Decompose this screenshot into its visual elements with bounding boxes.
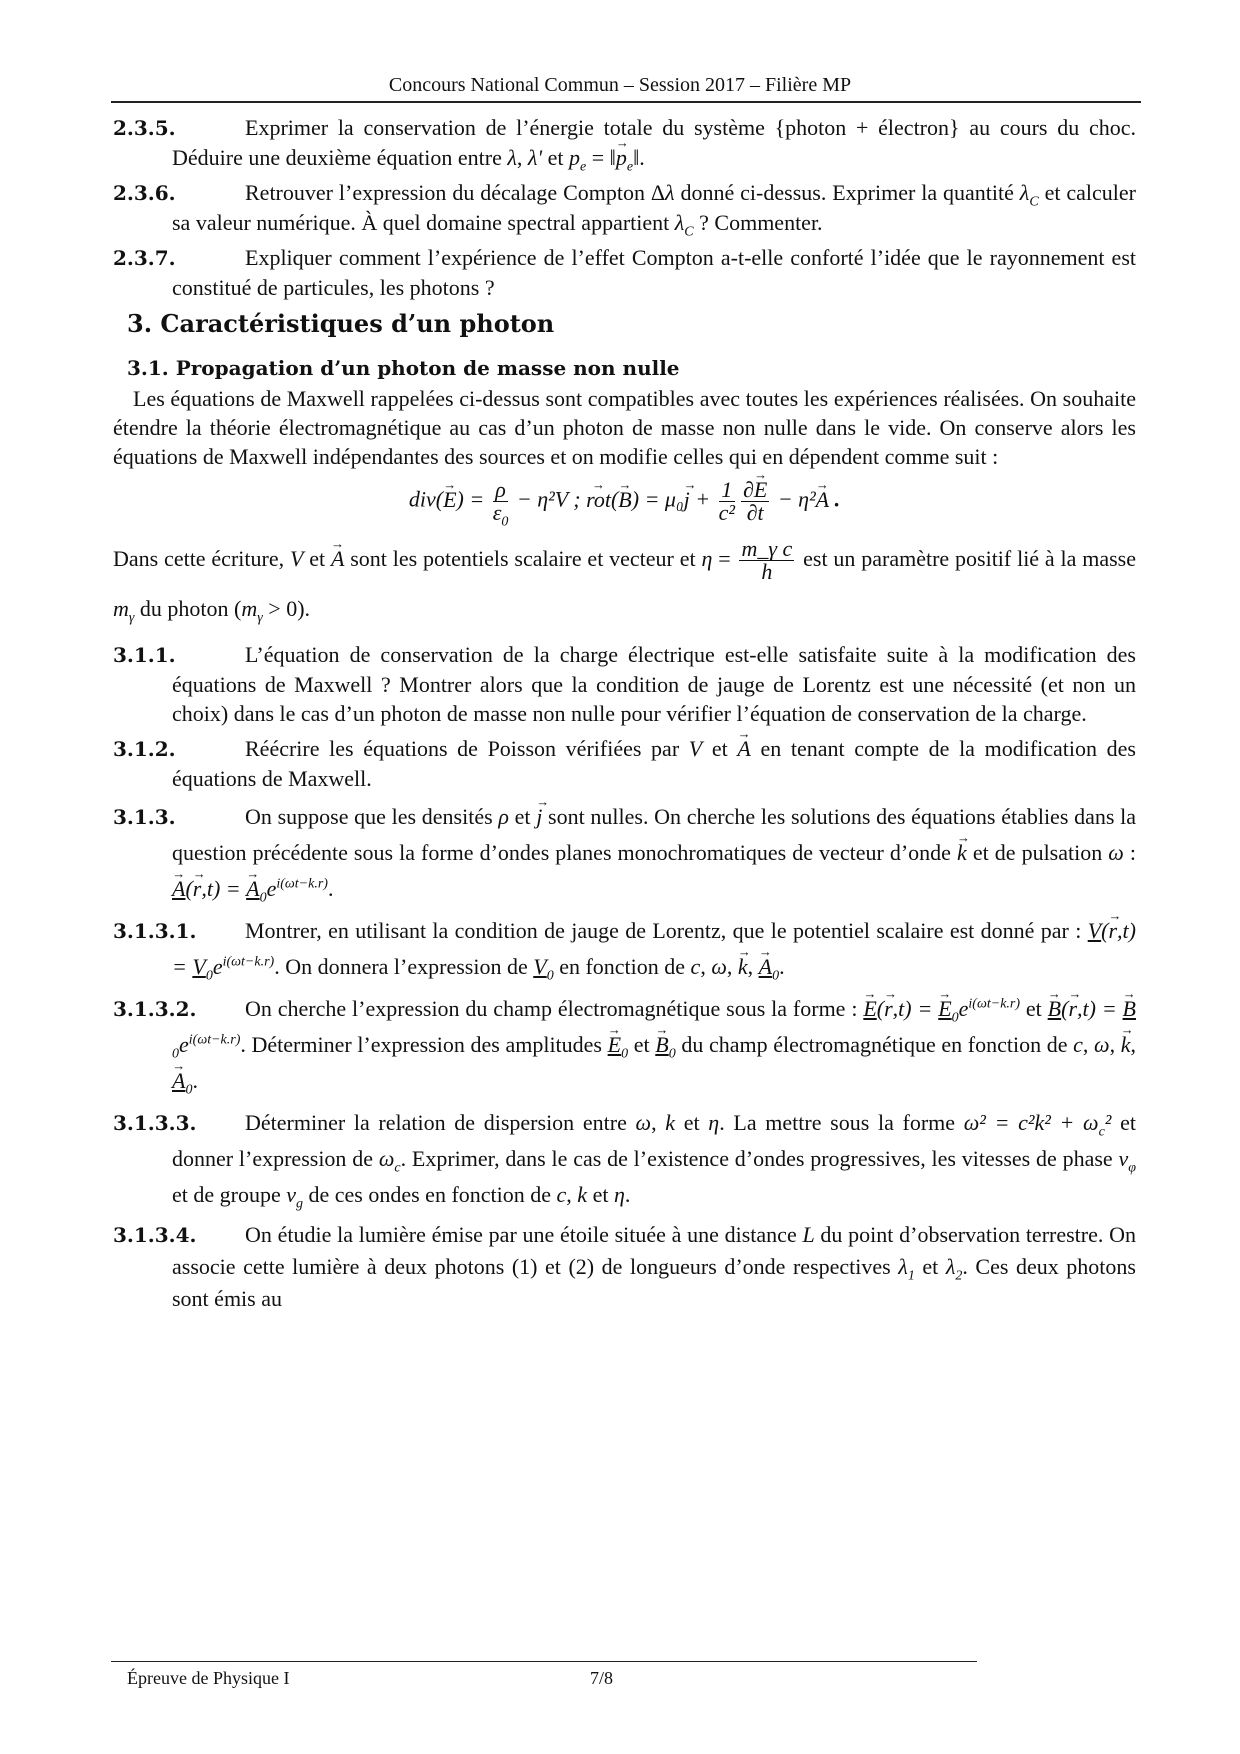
math-symbol: η [701,546,713,571]
vector-symbol: → r [193,878,202,900]
subscript: 0 [185,1082,193,1098]
footer-row [0,1668,1240,1694]
subscript: 1 [907,1268,915,1284]
math-symbol: m [241,596,258,621]
text-run: . [192,1068,198,1093]
complex-vector-symbol: → A [246,878,259,900]
eq-text: ε [492,500,502,525]
complex-vector-symbol: → E [608,1034,621,1056]
text-run: et [508,804,537,829]
subscript: e [626,159,634,175]
footer-title: Épreuve de Physique I [127,1668,290,1688]
text-run: Déterminer la relation de dispersion entre [245,1110,636,1135]
question-3-1-3-1 [113,913,1136,985]
vector-symbol: → j [684,489,690,511]
text-run: en fonction de [553,954,691,979]
text-run: et [1020,996,1048,1021]
page-content [113,103,1136,1321]
numerator: m_γ c [741,536,793,562]
math-symbol: e [212,954,223,979]
question-number: 3.1.1. [113,643,176,667]
vector-symbol: → A [816,489,829,511]
vector-symbol: → A [331,548,344,570]
text-run: sont nulles. On cherche les solutions des équations établies dans la question précédente sous la forme d’ondes planes monochromatiques de vecteur d’onde [172,804,1136,865]
question-number: 2.3.7. [113,246,176,270]
math-symbol: λ [674,210,685,235]
subscript: 0 [172,1046,179,1062]
math-symbol: ω [1094,1032,1110,1057]
question-3-1-2 [113,734,1136,793]
text-run: et [702,736,738,761]
eq-text: ∂ [742,477,754,502]
math-symbol: ( [876,996,885,1021]
text-run: Expliquer comment l’expérience de l’effet Compton a-t-elle conforté l’idée que le rayonnement est constitué de particules, les photons ? [172,245,1136,300]
math-symbol: k [577,1182,588,1207]
math-symbol: c [690,954,701,979]
text-run: . [624,1182,631,1207]
superscript: i(ωt−k.r) [968,996,1021,1012]
math-symbol: η [613,1182,625,1207]
modified-maxwell-equations: div(→ E) = $\frac{\rho}{\varepsilon_0}$ − η²V ; → rot(→ B) = μ₀→ j + $\frac{1}{\text{c²}}$ $\frac{\partial\to E}{\partial t}$ − η²→ A . [113,479,1136,524]
math-symbol: k [665,1110,676,1135]
fraction [741,479,769,524]
math-symbol: ω² = c²k² + ω [963,1110,1099,1135]
math-symbol: ,t) = [892,996,939,1021]
math-symbol: m [113,596,129,621]
text-run: On cherche l’expression du champ électromagnétique sous la forme : [245,996,864,1021]
complex-vector-symbol: → B [1048,998,1061,1020]
text-run: est un paramètre positif lié à la masse [797,546,1136,571]
denominator: h [761,559,773,585]
math-symbol: ω [635,1110,652,1135]
question-number: 3.1.3. [113,805,176,829]
complex-vector-symbol: → B [1123,998,1136,1020]
fraction [492,477,509,530]
numerator [741,479,769,502]
question-3-1-1 [113,640,1136,728]
math-symbol: c [1073,1032,1083,1057]
subscript: C [684,224,694,240]
subscript: γ [128,610,135,626]
eq-text: div( [408,486,444,512]
footer-rule [111,1661,977,1662]
complex-vector-symbol: → E [938,998,951,1020]
text-run: et [628,1032,656,1057]
page-number: 7/8 [590,1668,614,1688]
text-run: en tenant compte de la modification des équations de Maxwell. [172,736,1136,791]
text-run: et de groupe [172,1182,287,1207]
text-run: donné ci-dessus. Exprimer la quantité [674,180,1020,205]
math-symbol: L [802,1222,815,1247]
vector-symbol: → E [443,489,456,511]
math-symbol: v [1118,1146,1129,1171]
text-run: , [1130,1032,1136,1057]
text-run: , [1109,1032,1121,1057]
math-symbol: λ [1019,180,1030,205]
vector-symbol: → B [618,489,631,511]
math-symbol: v [286,1182,296,1207]
text-run: L’équation de conservation de la charge électrique est-elle satisfaite suite à la modification des équations de Maxwell ? Montrer alors que la condition de jauge de Lorentz est une nécessité (et non un choix) dans le cas d’un photon de masse non nulle pour vérifier l’équation de conservation de la charge. [172,642,1136,726]
text-run: , [566,1182,578,1207]
math-symbol: p [569,145,581,170]
fraction [719,479,735,524]
subscript: 2 [955,1268,963,1284]
denominator: ∂t [746,500,764,525]
math-symbol: ,t) = [1077,996,1123,1021]
vector-symbol: → k [957,842,967,864]
question-number: 3.1.3.1. [113,919,197,943]
math-symbol: V [289,546,304,571]
text-run: du photon ( [134,596,242,621]
question-number: 3.1.2. [113,737,176,761]
question-3-1-3 [113,799,1136,907]
complex-symbol: V [533,954,547,979]
text-run: . [327,876,334,901]
math-symbol: λ [898,1254,908,1279]
math-symbol: ω [378,1146,395,1171]
text-run: et [542,145,570,170]
math-symbol: e [958,996,969,1021]
vector-symbol: → k [738,956,748,978]
question-3-1-3-2 [113,991,1136,1099]
text-run: , [700,954,712,979]
subscript: 0 [546,968,554,984]
definition-paragraph [113,534,1136,634]
math-symbol: ,t) = [201,876,247,901]
text-run: . Ces deux photons sont émis au [172,1254,1136,1311]
vector-symbol: → p [616,147,627,169]
math-symbol: η [708,1110,720,1135]
text-run: et [914,1254,946,1279]
text-run: Retrouver l’expression du décalage Compton Δ [245,180,666,205]
math-symbol: ( [1101,918,1109,943]
numerator: ρ [493,479,509,502]
eq-text: − η²V ; [511,486,587,512]
subsection-heading: 3.1. Propagation d’un photon de masse non nulle [127,356,680,380]
subscript: 0 [951,1010,959,1026]
math-symbol: ω [1108,840,1124,865]
text-run: et [303,546,331,571]
denominator: $\varepsilon_0$ [492,500,509,530]
eq-text: → rot [586,489,611,511]
text-run: du champ électromagnétique en fonction de [675,1032,1074,1057]
text-run: Exprimer la conservation de l’énergie totale du système {photon + électron} au cours du choc. Déduire une deuxième équation entre [172,115,1136,170]
text-run: On étudie la lumière émise par une étoile située à une distance [245,1222,803,1247]
math-symbol: λ' [527,145,543,170]
subscript: e [580,159,587,175]
superscript: i(ωt−k.r) [276,876,328,892]
complex-vector-symbol: → A [759,956,772,978]
math-symbol: ( [185,876,193,901]
eq-text: . [829,486,841,512]
question-2-3-5 [113,113,1136,175]
text-run: , [1082,1032,1095,1057]
math-symbol: ² [1104,1110,1112,1135]
fraction [739,538,794,583]
text-run: > 0). [262,596,311,621]
question-number: 3.1.3.3. [113,1111,197,1135]
text-run: , [726,954,738,979]
math-symbol: ρ [498,804,509,829]
text-run: , [747,954,759,979]
question-2-3-7 [113,243,1136,302]
text-run: , [516,145,528,170]
subscript: c [394,1160,401,1176]
subscript: φ [1128,1160,1136,1176]
text-run: . Exprimer, dans le cas de l’existence d’ondes progressives, les vitesses de phase [400,1146,1119,1171]
question-number: 3.1.3.4. [113,1223,197,1247]
complex-vector-symbol: → A [172,878,185,900]
math-symbol: e [266,876,277,901]
text-run: de ces ondes en fonction de [303,1182,557,1207]
subscript: g [296,1196,303,1212]
superscript: i(ωt−k.r) [222,954,275,970]
text-run: = [712,546,737,571]
section-heading: 3. Caractéristiques d’un photon [127,309,555,338]
math-symbol: V [688,736,703,761]
subscript: 0 [621,1046,629,1062]
vector-symbol: → r [884,998,893,1020]
question-3-1-3-4 [113,1219,1136,1315]
question-2-3-6 [113,178,1136,240]
math-symbol: λ [945,1254,956,1279]
eq-text: ( [610,486,619,512]
math-symbol: ω [711,954,727,979]
subscript: 0 [772,968,780,984]
subscript: c [1098,1124,1105,1140]
vector-symbol: → E [754,479,767,501]
question-number: 3.1.3.2. [113,997,197,1021]
text-run: Montrer, en utilisant la condition de jauge de Lorentz, que le potentiel scalaire est donné par : [245,918,1088,943]
math-symbol: e [179,1032,189,1057]
text-run: . On donnera l’expression de [274,954,534,979]
subscript: C [1029,194,1039,210]
text-run: : [1123,840,1136,865]
text-run: Dans cette écriture, [113,546,290,571]
footer [0,1649,1240,1754]
complex-vector-symbol: → A [172,1070,185,1092]
page-header: Concours National Commun – Session 2017 – Filière MP [388,74,852,96]
text-run: sont les potentiels scalaire et vecteur et [344,546,702,571]
subscript: 0 [668,1046,676,1062]
math-symbol: λ [507,145,517,170]
text-run: du point d’observation terrestre. On associe cette lumière à deux photons (1) et (2) de longueurs d’onde respectives [172,1222,1136,1279]
text-run: et donner l’expression de [172,1110,1136,1171]
text-run: . La mettre sous la forme [719,1110,964,1135]
question-number: 2.3.6. [113,181,176,205]
text-run: et de pulsation [966,840,1109,865]
complex-symbol: V [192,954,206,979]
text-run: . [779,954,785,979]
text-run: . Déterminer l’expression des amplitudes [240,1032,608,1057]
text-run: ? Commenter. [693,210,823,235]
complex-vector-symbol: → B [655,1034,668,1056]
vector-symbol: → k [1121,1034,1131,1056]
text-run: = ‖ [586,145,616,170]
complex-vector-symbol: → E [863,998,876,1020]
question-3-1-3-3 [113,1105,1136,1213]
vector-symbol: → r [1108,920,1117,942]
text-run: On suppose que les densités [245,804,499,829]
superscript: i(ωt−k.r) [188,1032,241,1048]
subscript: 0 [205,968,213,984]
math-symbol: ( [1061,996,1069,1021]
text-run: et [587,1182,614,1207]
vector-symbol: → A [737,738,750,760]
text-run: ‖. [633,145,645,170]
denominator: c² [718,500,735,525]
eq-text: − η² [772,486,816,512]
subscript: 0 [259,890,267,906]
vector-symbol: → r [1068,998,1077,1020]
text-run: Réécrire les équations de Poisson vérifiées par [245,736,689,761]
question-number: 2.3.5. [113,116,176,140]
numerator: 1 [719,479,735,502]
text-run: , [651,1110,666,1135]
math-symbol: ,t) = [172,918,1136,979]
complex-symbol: V [1087,918,1102,943]
eq-text: = μ₀ [639,486,684,512]
text-run: et [675,1110,709,1135]
math-symbol: λ [665,180,675,205]
math-symbol: c [556,1182,567,1207]
text-run: et calculer sa valeur numérique. À quel domaine spectral appartient [172,180,1136,235]
subscript: γ [257,610,263,626]
intro-paragraph: Les équations de Maxwell rappelées ci-dessus sont compatibles avec toutes les expériences réalisées. On souhaite étendre la théorie électromagnétique au cas d’un photon de masse non nulle dans le vide. On conserve alors les équations de Maxwell indépendantes des sources et on modifie celles qui en dépendent comme suit : [113,386,1136,469]
vector-symbol: → j [536,806,542,828]
